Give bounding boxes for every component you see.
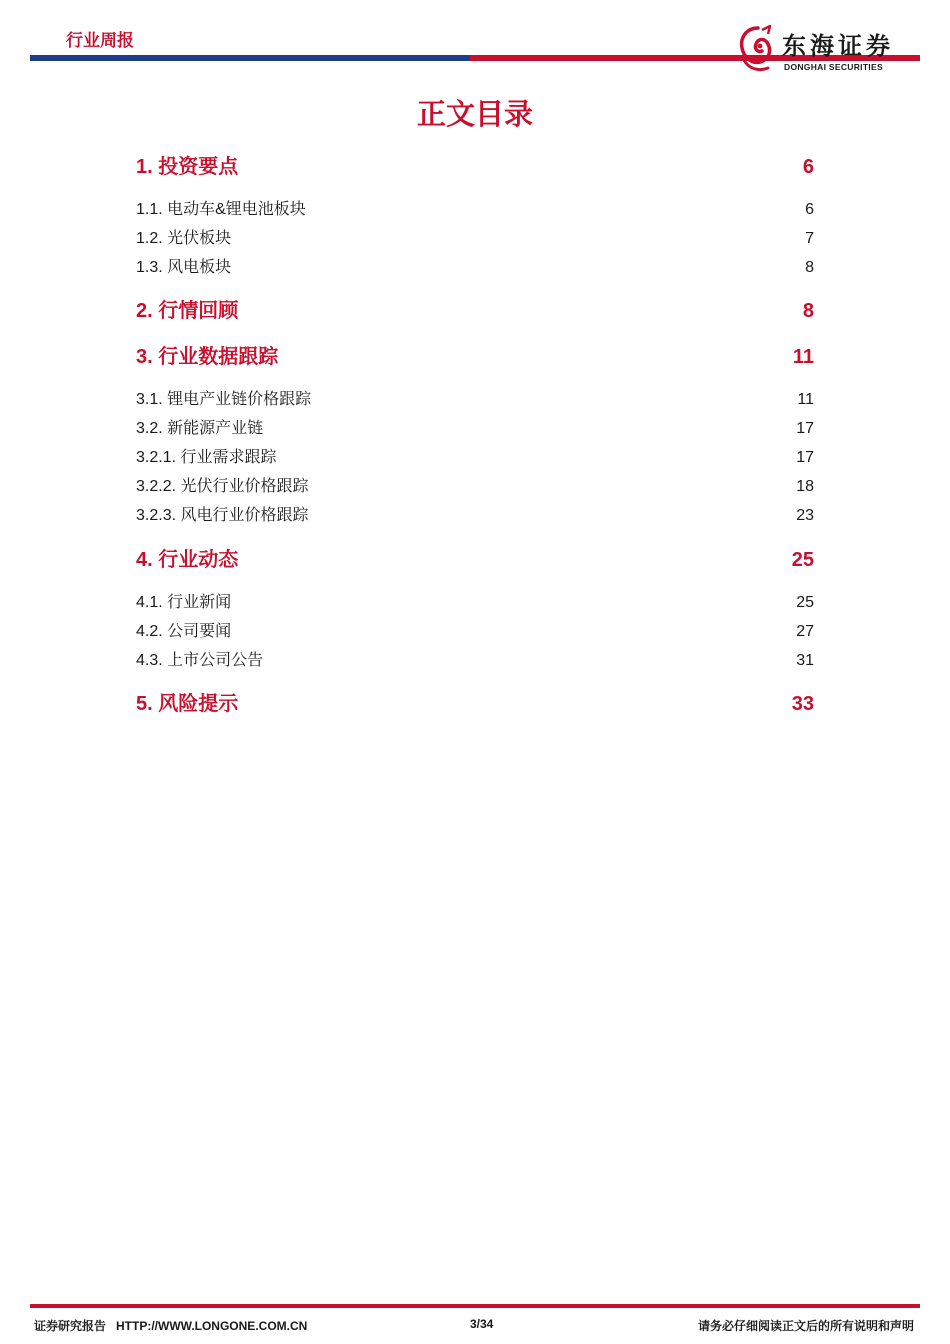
toc-entry-label: 4.2. 公司要闻	[136, 623, 232, 640]
toc-entry-label: 1. 投资要点	[136, 156, 239, 178]
toc-entry-3-2-3[interactable]	[136, 502, 814, 524]
toc-entry-label: 4. 行业动态	[136, 549, 239, 571]
toc-entry-label: 2. 行情回顾	[136, 300, 239, 322]
toc-entry-5[interactable]	[136, 687, 814, 713]
toc-entry-page: 17	[796, 449, 814, 466]
toc-entry-page: 11	[797, 391, 814, 408]
toc-entry-page: 8	[805, 259, 814, 276]
toc-entry-page: 11	[792, 346, 814, 368]
toc-entry-label: 3.2.2. 光伏行业价格跟踪	[136, 478, 309, 495]
logo-english-name: DONGHAI SECURITIES	[784, 62, 883, 72]
toc-entry-page: 33	[791, 693, 814, 715]
toc-entry-label: 3.1. 锂电产业链价格跟踪	[136, 391, 312, 408]
toc-entry-label: 5. 风险提示	[136, 693, 239, 715]
toc-entry-4-1[interactable]	[136, 589, 814, 611]
toc-entry-page: 17	[796, 420, 814, 437]
footer-rule	[30, 1304, 920, 1308]
toc-entry-4[interactable]	[136, 543, 814, 569]
toc-entry-label: 3.2.1. 行业需求跟踪	[136, 449, 277, 466]
toc-entry-3-1[interactable]	[136, 386, 814, 408]
toc-title: 正文目录	[416, 99, 533, 131]
company-logo	[736, 24, 926, 78]
toc-entry-page: 7	[805, 230, 814, 247]
footer-page-number: 3/34	[470, 1317, 494, 1331]
toc-entry-page: 23	[796, 507, 814, 524]
toc-entry-3[interactable]	[136, 340, 814, 366]
toc-entry-page: 27	[796, 623, 814, 640]
toc-entry-page: 18	[796, 478, 814, 495]
toc-entry-3-2-2[interactable]	[136, 473, 814, 495]
report-type-label: 行业周报	[66, 31, 134, 50]
toc-entry-3-2[interactable]	[136, 415, 814, 437]
toc-entry-label: 1.3. 风电板块	[136, 259, 232, 276]
toc-entry-2[interactable]	[136, 294, 814, 320]
toc-entry-page: 6	[805, 201, 814, 218]
toc-entry-3-2-1[interactable]	[136, 444, 814, 466]
toc-entry-page: 6	[802, 156, 814, 178]
toc-entry-page: 25	[796, 594, 814, 611]
toc-entry-label: 4.3. 上市公司公告	[136, 652, 264, 669]
toc-entry-label: 3.2. 新能源产业链	[136, 420, 264, 437]
toc-entry-label: 4.1. 行业新闻	[136, 594, 232, 611]
toc-entry-page: 25	[791, 549, 814, 571]
toc-entry-page: 8	[802, 300, 814, 322]
toc-entry-page: 31	[796, 652, 814, 669]
footer-left-text: 证券研究报告 HTTP://WWW.LONGONE.COM.CN	[34, 1319, 308, 1333]
toc-entry-label: 1.2. 光伏板块	[136, 230, 232, 247]
toc-entry-1-3[interactable]	[136, 254, 814, 276]
toc-entry-1-1[interactable]	[136, 196, 814, 218]
toc-entry-1[interactable]	[136, 150, 814, 176]
dragon-logo-icon	[736, 24, 780, 76]
toc-entry-4-3[interactable]	[136, 647, 814, 669]
toc-entry-4-2[interactable]	[136, 618, 814, 640]
toc-entry-label: 3.2.3. 风电行业价格跟踪	[136, 507, 309, 524]
logo-chinese-name: 东海证券	[782, 31, 894, 60]
toc-entry-label: 1.1. 电动车&锂电池板块	[136, 201, 306, 218]
footer-disclaimer: 请务必仔细阅读正文后的所有说明和声明	[697, 1319, 914, 1333]
header-rule-blue	[30, 55, 470, 61]
toc-entry-label: 3. 行业数据跟踪	[136, 346, 279, 368]
toc-entry-1-2[interactable]	[136, 225, 814, 247]
